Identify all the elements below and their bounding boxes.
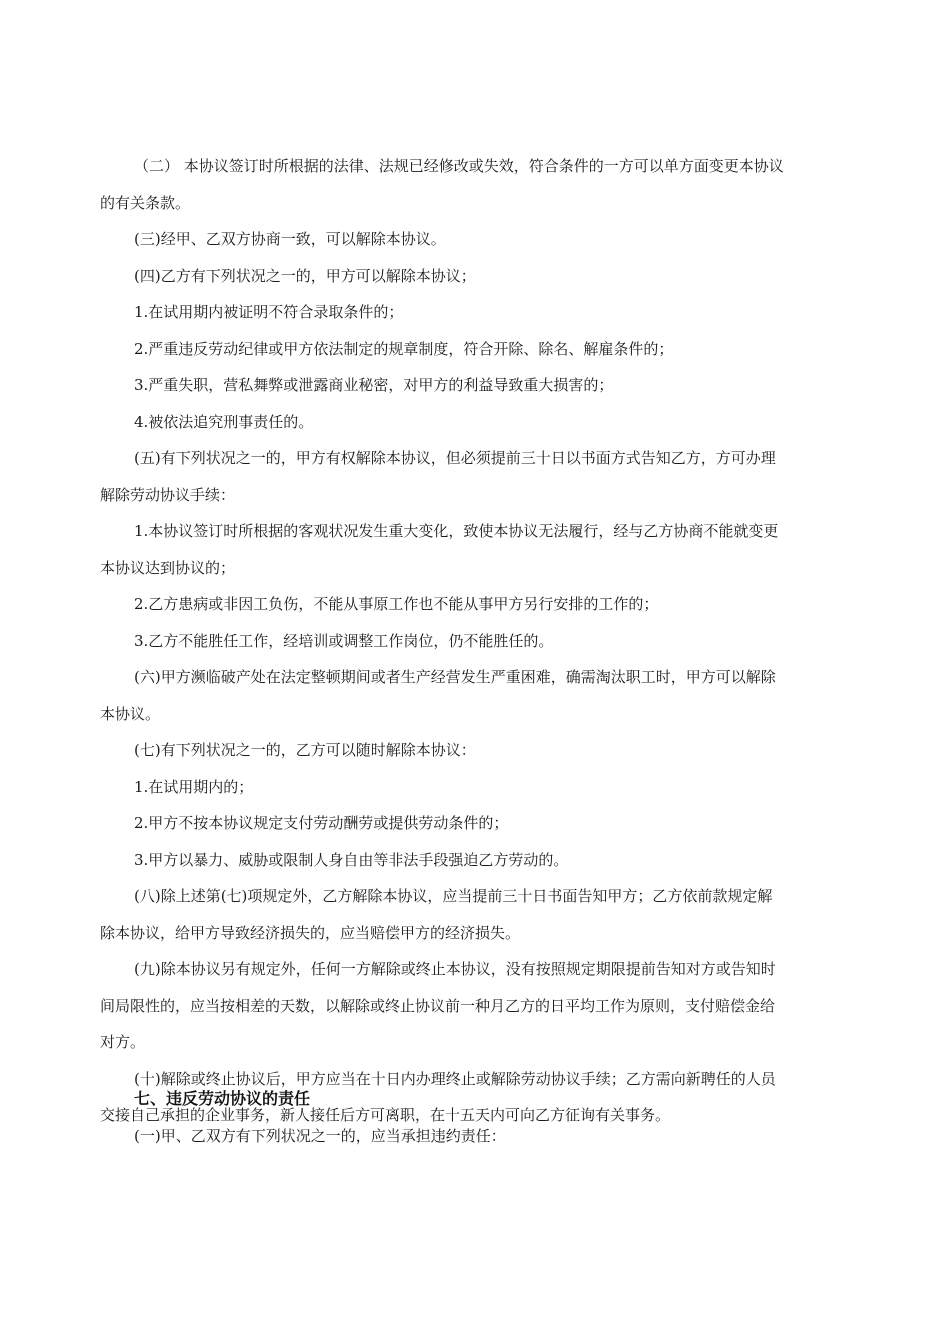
text-line: 1.在试用期内被证明不符合录取条件的；: [134, 303, 404, 321]
text-line: (十)解除或终止协议后，甲方应当在十日内办理终止或解除劳动协议手续；乙方需向新聘任的人员: [134, 1069, 776, 1088]
text-line: (五)有下列状况之一的，甲方有权解除本协议，但必须提前三十日以书面方式告知乙方，方可办理: [134, 449, 776, 467]
text-line: 3.甲方以暴力、威胁或限制人身自由等非法手段强迫乙方劳动的。: [134, 850, 569, 869]
text-line: (八)除上述第(七)项规定外，乙方解除本协议，应当提前三十日书面告知甲方；乙方依前款规定解: [134, 887, 773, 905]
text-line: 2.甲方不按本协议规定支付劳动酬劳或提供劳动条件的；: [134, 814, 509, 832]
text-line: 的有关条款。: [100, 193, 191, 212]
text-line: 对方。: [100, 1033, 146, 1051]
text-line: 本协议达到协议的；: [100, 558, 236, 577]
text-line: 交接自己承担的企业事务，新人接任后方可离职，在十五天内可向乙方征询有关事务。: [100, 1106, 671, 1124]
section-heading: 七、违反劳动协议的责任: [134, 1089, 311, 1108]
text-line: 1.本协议签订时所根据的客观状况发生重大变化，致使本协议无法履行，经与乙方协商不能就变更: [134, 522, 779, 540]
text-line: 间局限性的，应当按相差的天数，以解除或终止协议前一种月乙方的日平均工作为原则，支付赔偿金给: [100, 996, 776, 1015]
text-line: 解除劳动协议手续：: [100, 485, 236, 504]
text-line: (七)有下列状况之一的，乙方可以随时解除本协议：: [134, 741, 476, 759]
text-line: 4.被依法追究刑事责任的。: [134, 412, 314, 431]
text-line: (四)乙方有下列状况之一的，甲方可以解除本协议；: [134, 266, 476, 285]
text-line: 2.乙方患病或非因工负伤，不能从事原工作也不能从事甲方另行安排的工作的；: [134, 595, 659, 613]
text-line: 除本协议，给甲方导致经济损失的，应当赔偿甲方的经济损失。: [100, 923, 521, 942]
text-line: 本协议。: [100, 704, 161, 723]
text-line: (六)甲方濒临破产处在法定整顿期间或者生产经营发生严重困难，确需淘汰职工时，甲方可以解除: [134, 668, 776, 686]
text-line: 3.乙方不能胜任工作，经培训或调整工作岗位，仍不能胜任的。: [134, 631, 554, 650]
body-text: [100, 148, 860, 1134]
text-line: 1.在试用期内的；: [134, 777, 254, 796]
text-line: 3.严重失职，营私舞弊或泄露商业秘密，对甲方的利益导致重大损害的；: [134, 376, 614, 394]
text-line: （二） 本协议签订时所根据的法律、法规已经修改或失效，符合条件的一方可以单方面变更本协议: [134, 157, 784, 175]
text-line: (一)甲、乙双方有下列状况之一的，应当承担违约责任：: [134, 1127, 506, 1145]
text-line: 2.严重违反劳动纪律或甲方依法制定的规章制度，符合开除、除名、解雇条件的；: [134, 339, 674, 358]
text-line: (九)除本协议另有规定外，任何一方解除或终止本协议，没有按照规定期限提前告知对方或告知时: [134, 960, 776, 978]
body-text: [100, 1118, 860, 1155]
text-line: (三)经甲、乙双方协商一致，可以解除本协议。: [134, 230, 446, 248]
